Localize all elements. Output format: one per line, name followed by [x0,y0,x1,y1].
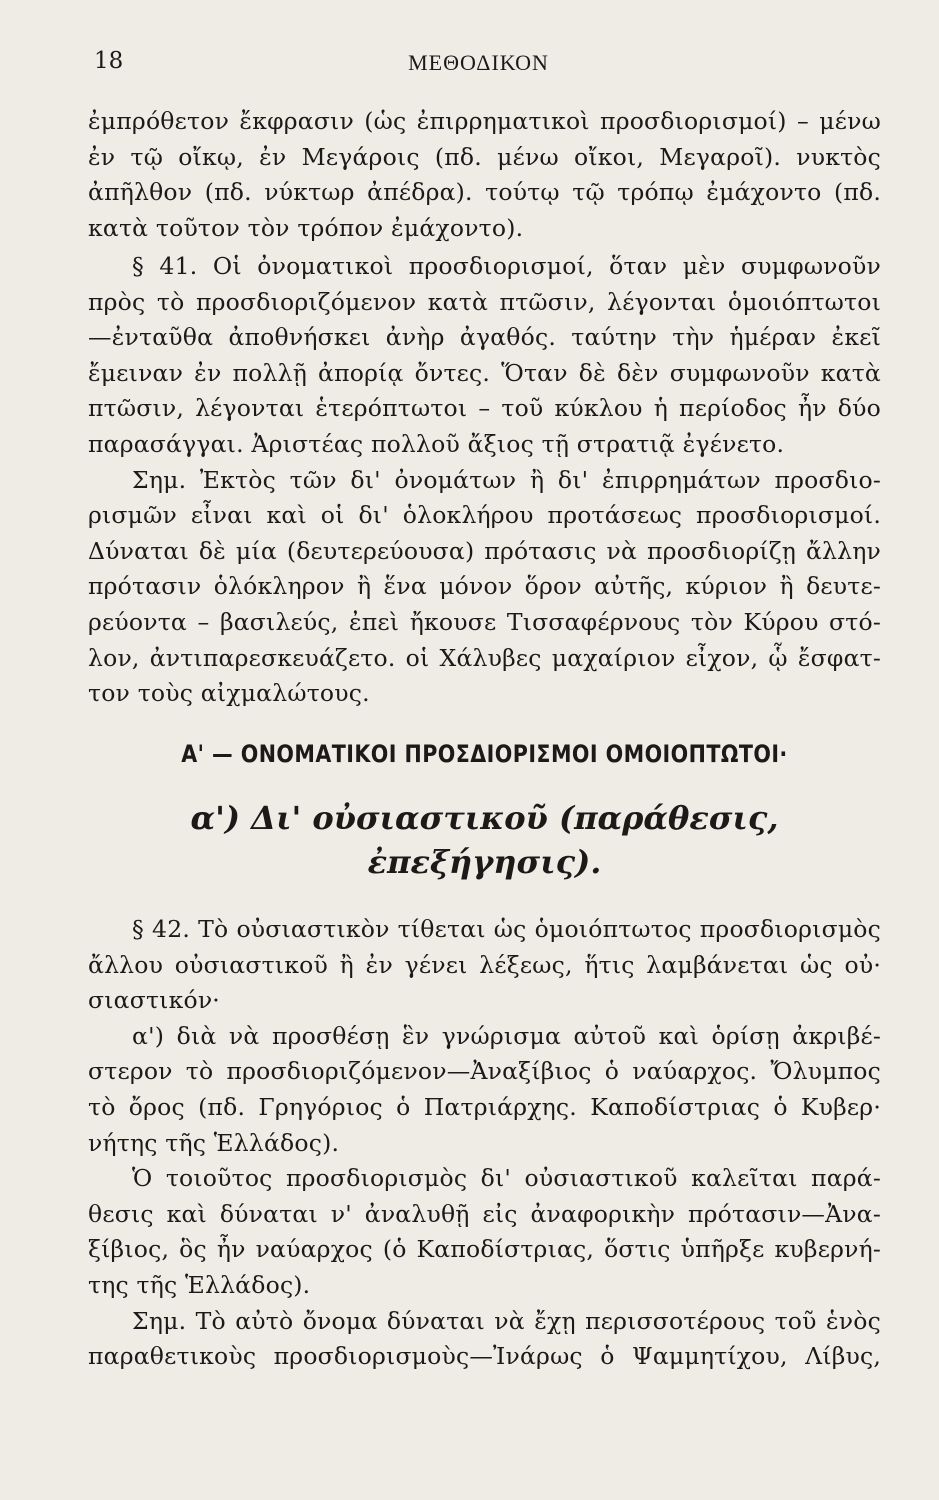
text-line: νήτης τῆς Ἑλλάδος). [88,1128,340,1157]
text-line: ἀπῆλθον (πδ. νύκτωρ ἀπέδρα). τούτῳ τῷ τρόπῳ ἐμάχοντο (πδ. [88,178,881,207]
text-line: ἐν τῷ οἴκῳ, ἐν Μεγάροις (πδ. μένω οἴκοι, Μεγαροῖ). νυκτὸς [88,142,881,171]
note-line: Σημ. Τὸ αὐτὸ ὄνομα δύναται νὰ ἔχῃ περισσοτέρους τοῦ ἑνὸς [132,1306,881,1335]
text-line: α') διὰ νὰ προσθέσῃ ἓν γνώρισμα αὐτοῦ καὶ ὁρίσῃ ἀκριβέ- [132,1021,881,1050]
text-line: παρασάγγαι. Ἀριστέας πολλοῦ ἄξιος τῇ στρατιᾷ ἐγένετο. [88,429,785,458]
text-line: ρισμῶν εἶναι καὶ οἱ δι' ὁλοκλήρου προτάσεως προσδιορισμοί. [88,501,881,530]
text-line: κατὰ τοῦτον τὸν τρόπον ἐμάχοντο). [88,213,524,242]
text-line: Δύναται δὲ μία (δευτερεύουσα) πρότασις νὰ προσδιορίζῃ ἄλλην [88,536,881,565]
sub-heading-line: ἐπεξήγησις). [367,843,602,881]
text-line: λον, ἀντιπαρεσκευάζετο. οἱ Χάλυβες μαχαίριον εἶχον, ᾧ ἔσφατ- [88,643,881,672]
text-line: τὸ ὄρος (πδ. Γρηγόριος ὁ Πατριάρχης. Καποδίστριας ὁ Κυβερ· [88,1092,881,1121]
text-line: πτῶσιν, λέγονται ἑτερόπτωτοι – τοῦ κύκλου ἡ περίοδος ἦν δύο [88,394,881,423]
text-line: ἐμπρόθετον ἔκφρασιν (ὡς ἐπιρρηματικοὶ προσδιορισμοί) – μένω [88,107,881,135]
sub-heading-line: α') Δι' οὐσιαστικοῦ (παράθεσις, [190,799,779,837]
text-line: ἄλλου οὐσιαστικοῦ ἢ ἐν γένει λέξεως, ἥτις λαμβάνεται ὡς οὐ· [88,950,881,979]
paragraph-section-42 [88,912,881,1375]
note-line: Σημ. Ἐκτὸς τῶν δι' ὀνομάτων ἢ δι' ἐπιρρημάτων προσδιο- [132,465,881,494]
text-line: ξίβιος, ὃς ἦν ναύαρχος (ὁ Καποδίστριας, ὅστις ὑπῆρξε κυβερνή- [88,1235,881,1264]
section-heading: Α' — ΟΝΟΜΑΤΙΚΟΙ ΠΡΟΣΔΙΟΡΙΣΜΟΙ ΟΜΟΙΟΠΤΩΤΟΙ· [181,740,788,768]
text-line: σιαστικόν· [88,986,220,1015]
text-line: στερον τὸ προσδιοριζόμενον—Ἀναξίβιος ὁ ναύαρχος. Ὄλυμπος [88,1057,881,1086]
text-line: τον τοὺς αἰχμαλώτους. [88,679,370,708]
page-number: 18 [94,48,124,74]
text-line: πρὸς τὸ προσδιοριζόμενον κατὰ πτῶσιν, λέγονται ὁμοιόπτωτοι [88,287,881,316]
running-head [88,48,869,84]
running-title: ΜΕΘΟΔΙΚΟΝ [408,50,549,75]
text-line: πρότασιν ὁλόκληρον ἢ ἕνα μόνον ὅρον αὐτῆς, κύριον ἢ δευτε- [88,572,881,601]
text-line: § 42. Τὸ οὐσιαστικὸν τίθεται ὡς ὁμοιόπτωτος προσδιορισμὸς [132,915,881,943]
text-line: ἔμειναν ἐν πολλῇ ἀπορίᾳ ὄντες. Ὅταν δὲ δὲν συμφωνοῦν κατὰ [88,358,881,387]
text-line: της τῆς Ἑλλάδος). [88,1270,311,1299]
text-line: Ὁ τοιοῦτος προσδιορισμὸς δι' οὐσιαστικοῦ καλεῖται παρά- [132,1164,881,1193]
text-line: —ἐνταῦθα ἀποθνήσκει ἀνὴρ ἀγαθός. ταύτην τὴν ἡμέραν ἐκεῖ [88,323,881,352]
text-line: § 41. Οἱ ὀνοματικοὶ προσδιορισμοί, ὅταν μὲν συμφωνοῦν [132,252,881,280]
text-line: ρεύοντα – βασιλεύς, ἐπεὶ ἤκουσε Τισσαφέρνους τὸν Κύρου στό- [88,607,881,636]
text-line: θεσις καὶ δύναται ν' ἀναλυθῇ εἰς ἀναφορικὴν πρότασιν—Ἀνα- [88,1199,881,1228]
paragraph-section-41 [88,249,881,712]
sub-heading [88,796,881,884]
paragraph-continuation [88,104,881,246]
text-line: παραθετικοὺς προσδιορισμοὺς—Ἰνάρως ὁ Ψαμμητίχου, Λίβυς, [88,1342,881,1371]
